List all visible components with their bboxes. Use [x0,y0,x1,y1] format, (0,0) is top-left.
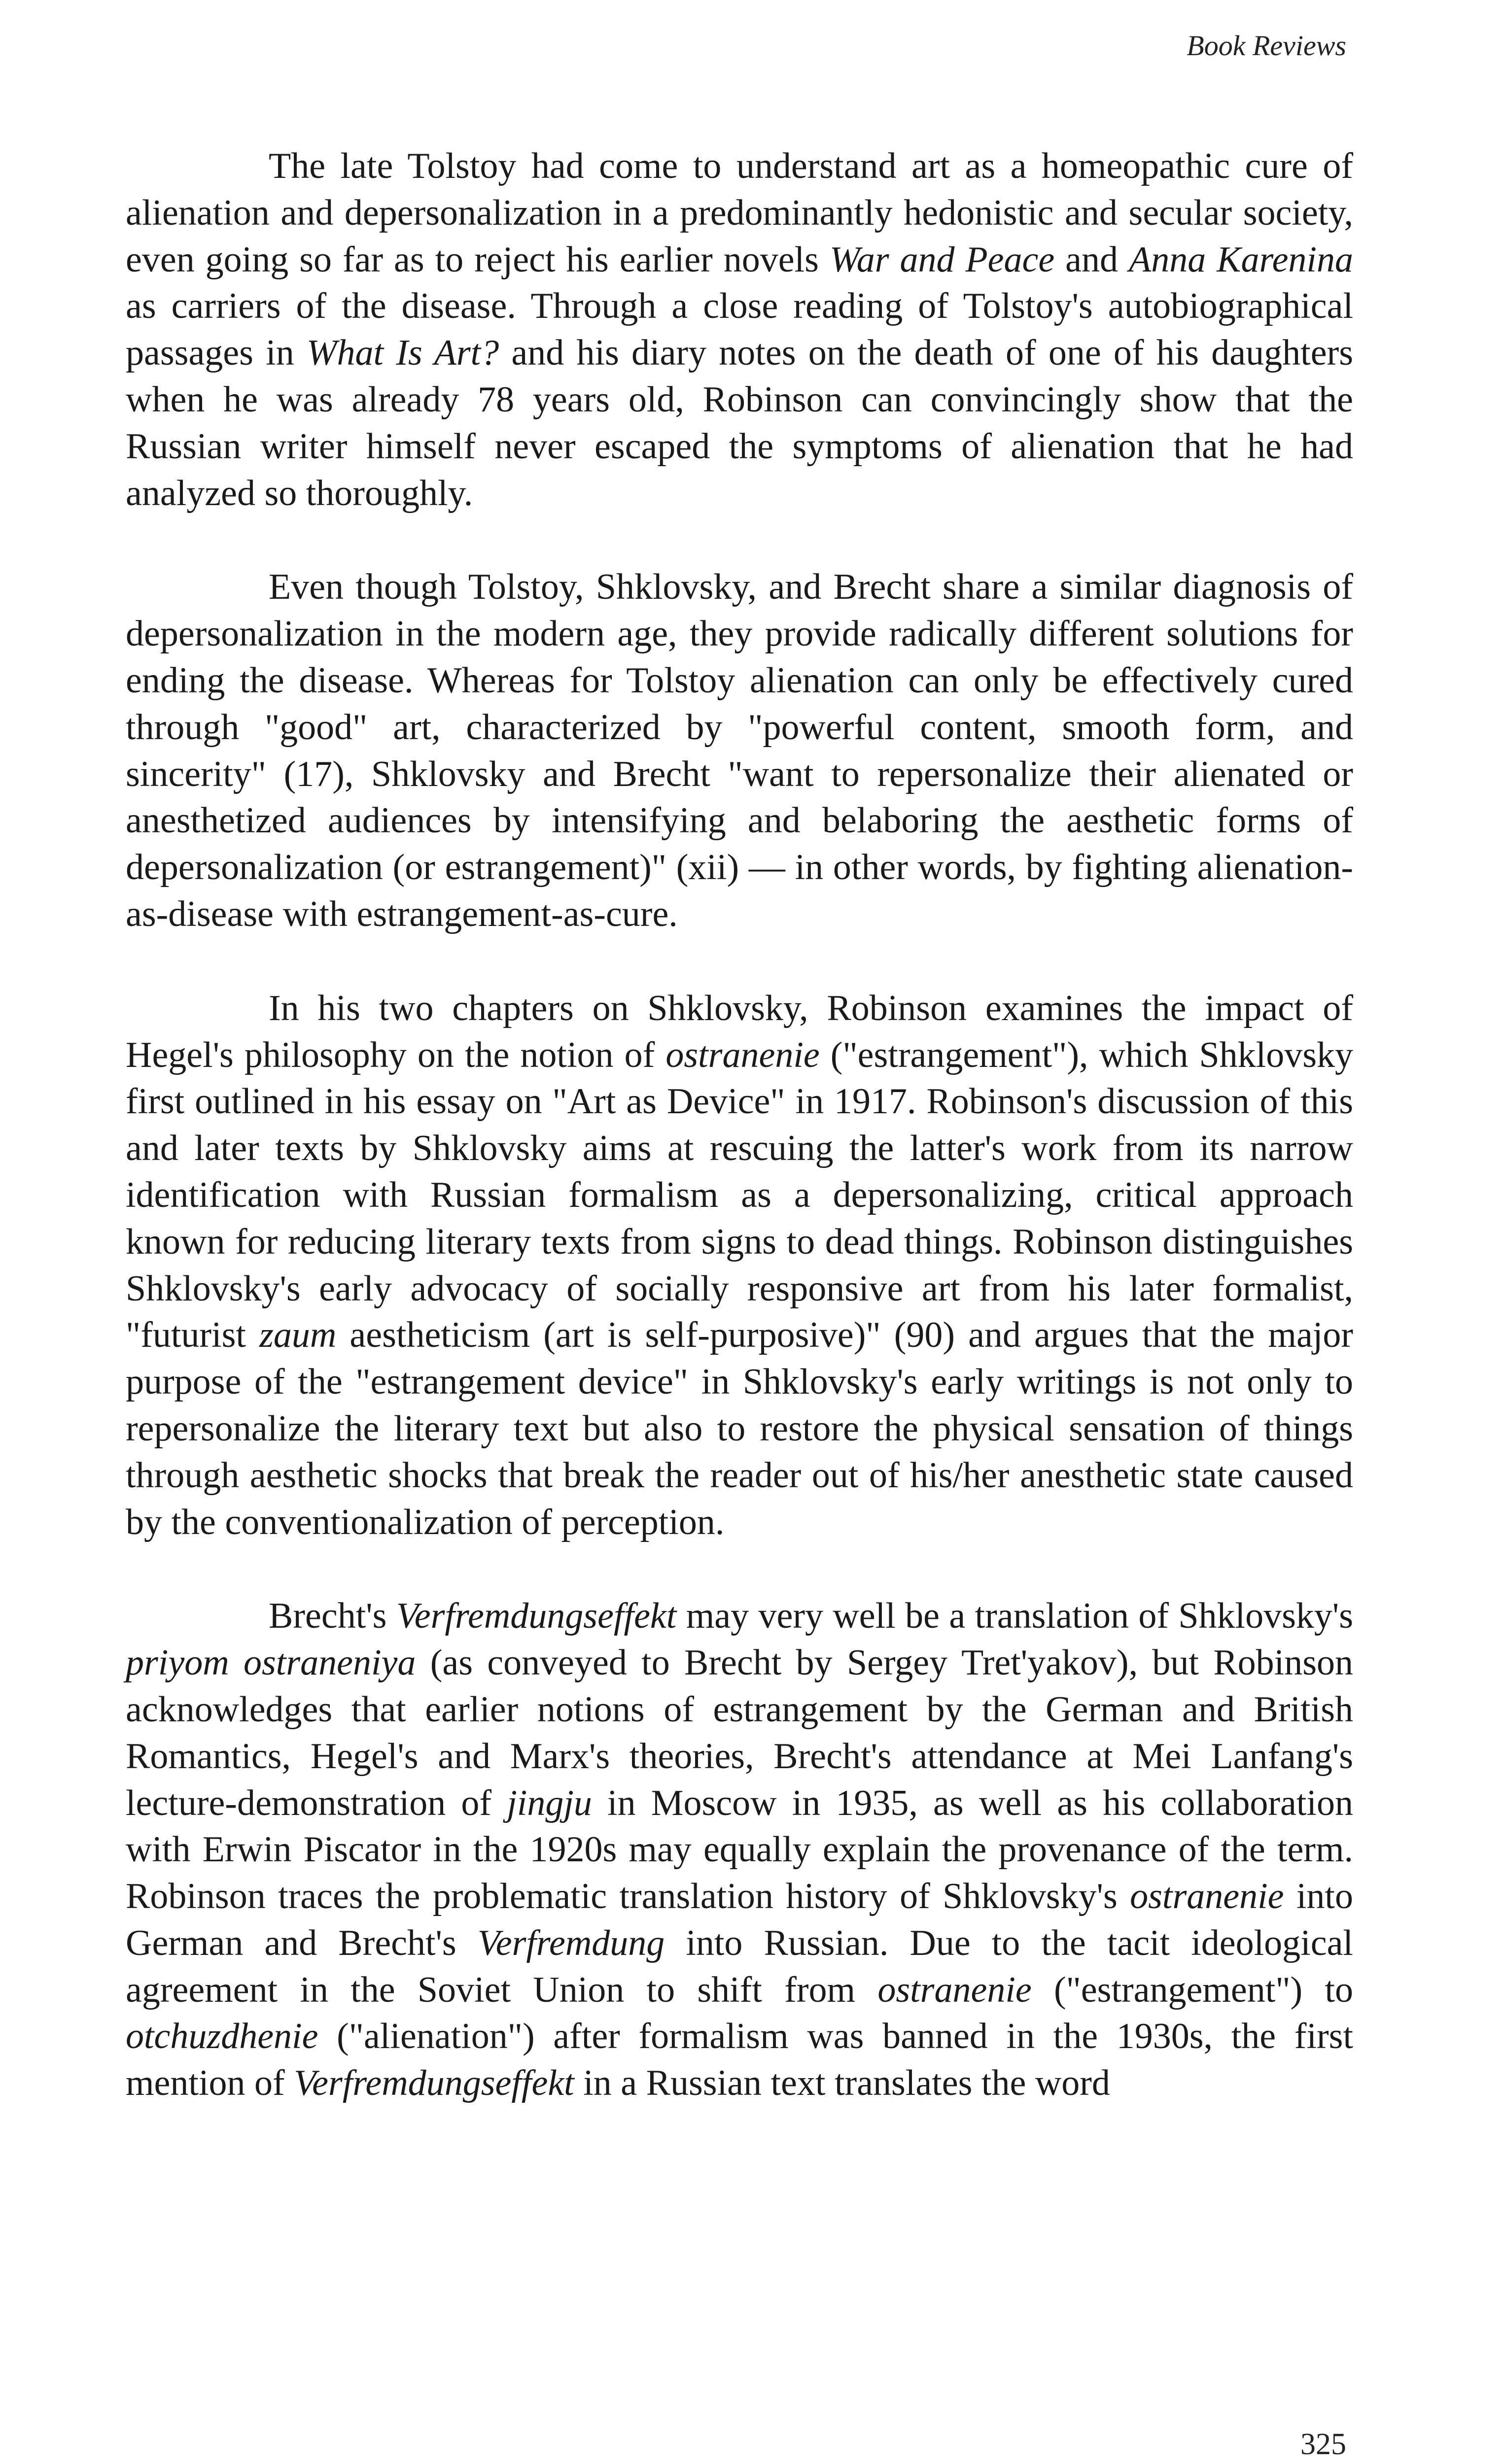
running-head: Book Reviews [1187,30,1346,62]
italic-text-run: zaum [259,1315,337,1356]
italic-text-run: ostranenie [1130,1876,1284,1917]
paragraph [126,1593,1353,2107]
text-run: Brecht's [269,1596,396,1637]
text-run: aestheticism (art is self-purposive)" (90) and argues that the major purpose of the "estrangement device" in Shklovsky's early writings is not only to repersonalize the literary text but also to restore the physical sensation of things through aesthetic shocks that break the reader out of his/her anesthetic state caused by the conventionalization of perception. [126,1315,1354,1542]
italic-text-run: Verfremdung [477,1922,665,1963]
italic-text-run: Anna Karenina [1129,239,1353,280]
italic-text-run: priyom ostraneniya [126,1643,416,1683]
page-number: 325 [1300,2428,1346,2461]
italic-text-run: Verfremdungseffekt [396,1596,677,1637]
text-run: and [1054,239,1129,280]
text-run: The late Tolstoy had come to understand art as a homeopathic cure of alienation and depersonalization in a predominantly hedonistic and secular society, even going so far as to reject his earlier novels [126,146,1353,280]
italic-text-run: What Is Art? [306,333,499,374]
paragraph [126,985,1353,1546]
text-run: ("estrangement"), which Shklovsky first outlined in his essay on "Art as Device" in 1917. Robinson's discussion of this and later texts by Shklovsky aims at rescuing the latter's work from its narrow identification with Russian formalism as a depersonalizing, critical approach known for reducing literary texts from signs to dead things. Robinson distinguishes Shklovsky's early advocacy of socially responsive art from his later formalist, "futurist [126,1034,1353,1356]
italic-text-run: Verfremdungseffekt [294,2063,574,2104]
text-run: into German and Brecht's [126,1876,1353,1963]
text-run: into Russian. Due to the tacit ideological agreement in the Soviet Union to shift from [126,1922,1353,2010]
text-run: (as conveyed to Brecht by Sergey Tret'yakov), but Robinson acknowledges that earlier notions of estrangement by the German and British Romantics, Hegel's and Marx's theories, Brecht's attendance at Mei Lanfang's lecture-demonstration of [126,1643,1353,1823]
text-run: in a Russian text translates the word [574,2063,1110,2104]
text-run: as carriers of the disease. Through a close reading of Tolstoy's autobiographical passages in [126,286,1353,374]
text-run: ("estrangement") to [1031,1969,1354,2010]
italic-text-run: War and Peace [829,239,1055,280]
paragraph [126,143,1353,516]
text-run: Even though Tolstoy, Shklovsky, and Brecht share a similar diagnosis of depersonalization in the modern age, they provide radically different solutions for ending the disease. Whereas for Tolstoy alienation can only be effectively cured through "good" art, characterized by "powerful content, smooth form, and sincerity" (17), Shklovsky and Brecht "want to repersonalize their alienated or anesthetized audiences by intensifying and belaboring the aesthetic forms of depersonalization (or estrangement)" (xii) — in other words, by fighting alienation-as-disease with estrangement-as-cure. [126,567,1353,934]
text-run: ("alienation") after formalism was banned in the 1930s, the first mention of [126,2016,1353,2104]
italic-text-run: otchuzdhenie [126,2016,318,2057]
text-run: may very well be a translation of Shklovsky's [676,1596,1353,1637]
body-text [126,143,1353,2107]
italic-text-run: ostranenie [877,1969,1032,2010]
italic-text-run: ostranenie [665,1034,820,1075]
text-run: and his diary notes on the death of one of his daughters when he was already 78 years old, Robinson can convincingly show that the Russian writer himself never escaped the symptoms of alienation that he had analyzed so thoroughly. [126,333,1353,513]
text-run: In his two chapters on Shklovsky, Robinson examines the impact of Hegel's philosophy on the notion of [126,988,1353,1075]
paragraph [126,564,1353,937]
text-run: in Moscow in 1935, as well as his collaboration with Erwin Piscator in the 1920s may equally explain the provenance of the term. Robinson traces the problematic translation history of Shklovsky's [126,1782,1353,1917]
italic-text-run: jingju [507,1782,592,1823]
